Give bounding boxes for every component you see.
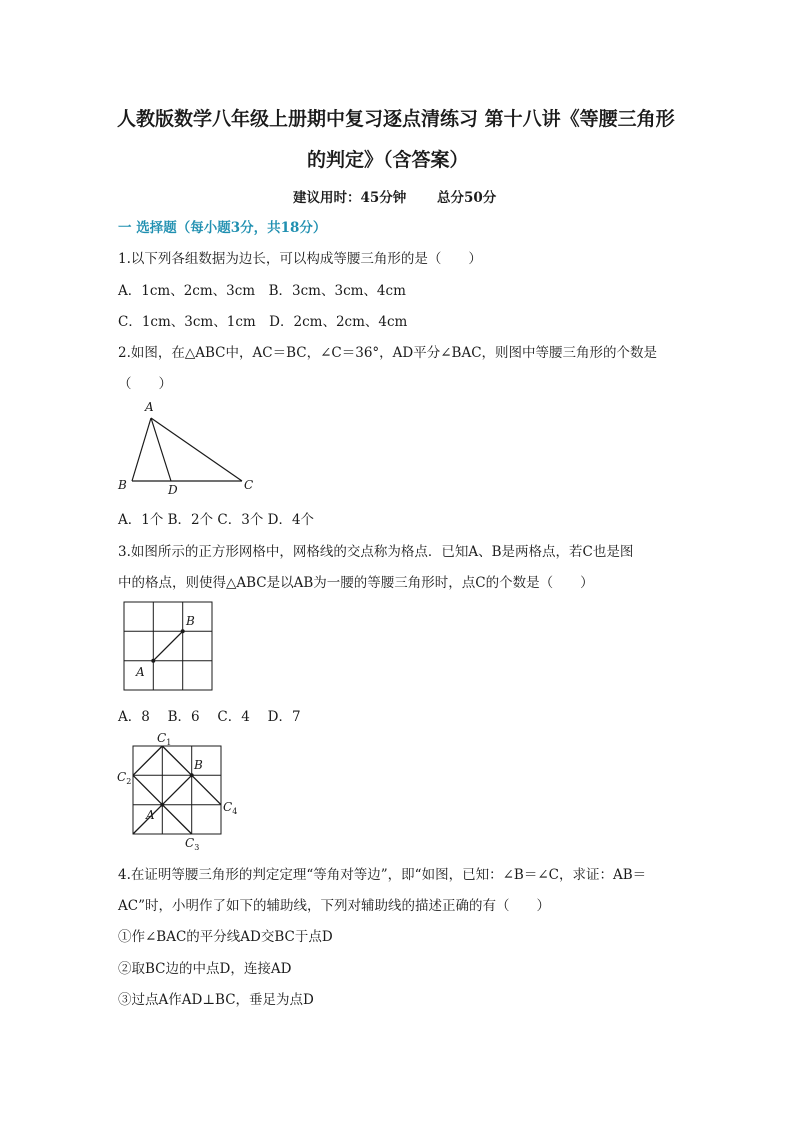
- point-b: [190, 773, 194, 777]
- question-2-stem-line1: 2.如图，在△ABC中，AC＝BC，∠C＝36°，AD平分∠BAC，则图中等腰三角形的个数是: [118, 345, 658, 361]
- question-1-options-ab: A．1cm、2cm、3cm B．3cm、3cm、4cm: [118, 283, 406, 299]
- point-a: [160, 803, 164, 807]
- segment-ab: [132, 418, 151, 481]
- question-4-item-1: ①作∠BAC的平分线AD交BC于点D: [118, 929, 333, 945]
- question-4-stem-line2: AC”时，小明作了如下的辅助线，下列对辅助线的描述正确的有（ ）: [118, 898, 550, 914]
- label-b: B: [194, 758, 203, 772]
- label-a: A: [136, 665, 145, 679]
- section-heading-choice: 一 选择题（每小题3分，共18分）: [118, 220, 327, 236]
- label-d: D: [168, 483, 178, 497]
- question-3-stem-line2: 中的格点，则使得△ABC是以AB为一腰的等腰三角形时，点C的个数是（ ）: [118, 575, 594, 591]
- label-a: A: [146, 808, 155, 822]
- question-4-item-3: ③过点A作AD⊥BC，垂足为点D: [118, 992, 314, 1008]
- label-b: B: [186, 614, 195, 628]
- question-1-stem: 1.以下列各组数据为边长，可以构成等腰三角形的是（ ）: [118, 251, 482, 267]
- grid-answer-figure: [112, 728, 242, 852]
- segment-ad: [151, 418, 171, 481]
- total-score: 总分50分: [437, 190, 497, 206]
- question-4-item-2: ②取BC边的中点D，连接AD: [118, 961, 292, 977]
- point-b: [181, 629, 185, 633]
- suggested-time: 建议用时：45分钟: [293, 190, 407, 206]
- label-c1: $C_1$: [157, 731, 172, 747]
- grid-figure: [118, 598, 218, 694]
- label-c4: $C_4$: [223, 800, 238, 816]
- label-a: A: [145, 400, 154, 414]
- question-2-options: A．1个 B．2个 C．3个 D．4个: [118, 512, 315, 528]
- question-2-stem-line2: （ ）: [118, 376, 172, 392]
- page-title-line1: 人教版数学八年级上册期中复习逐点清练习 第十八讲《等腰三角形: [117, 108, 675, 130]
- question-3-stem-line1: 3.如图所示的正方形网格中，网格线的交点称为格点．已知A、B是两格点，若C也是图: [118, 544, 634, 560]
- question-1-options-cd: C．1cm、3cm、1cm D．2cm、2cm、4cm: [118, 314, 408, 330]
- segment-ac: [151, 418, 242, 481]
- label-c2: $C_2$: [117, 770, 132, 786]
- question-3-options: A．8 B．6 C．4 D．7: [118, 709, 301, 725]
- point-a: [151, 659, 155, 663]
- triangle-abc-figure: [110, 395, 260, 500]
- label-c: C: [244, 478, 254, 492]
- label-c3: $C_3$: [185, 836, 200, 852]
- segment-ab: [153, 631, 182, 660]
- label-b: B: [118, 478, 127, 492]
- page-title-line2: 的判定》（含答案）: [307, 149, 469, 171]
- question-4-stem-line1: 4.在证明等腰三角形的判定定理“等角对等边”，即“如图，已知：∠B＝∠C，求证：AB＝: [118, 867, 647, 883]
